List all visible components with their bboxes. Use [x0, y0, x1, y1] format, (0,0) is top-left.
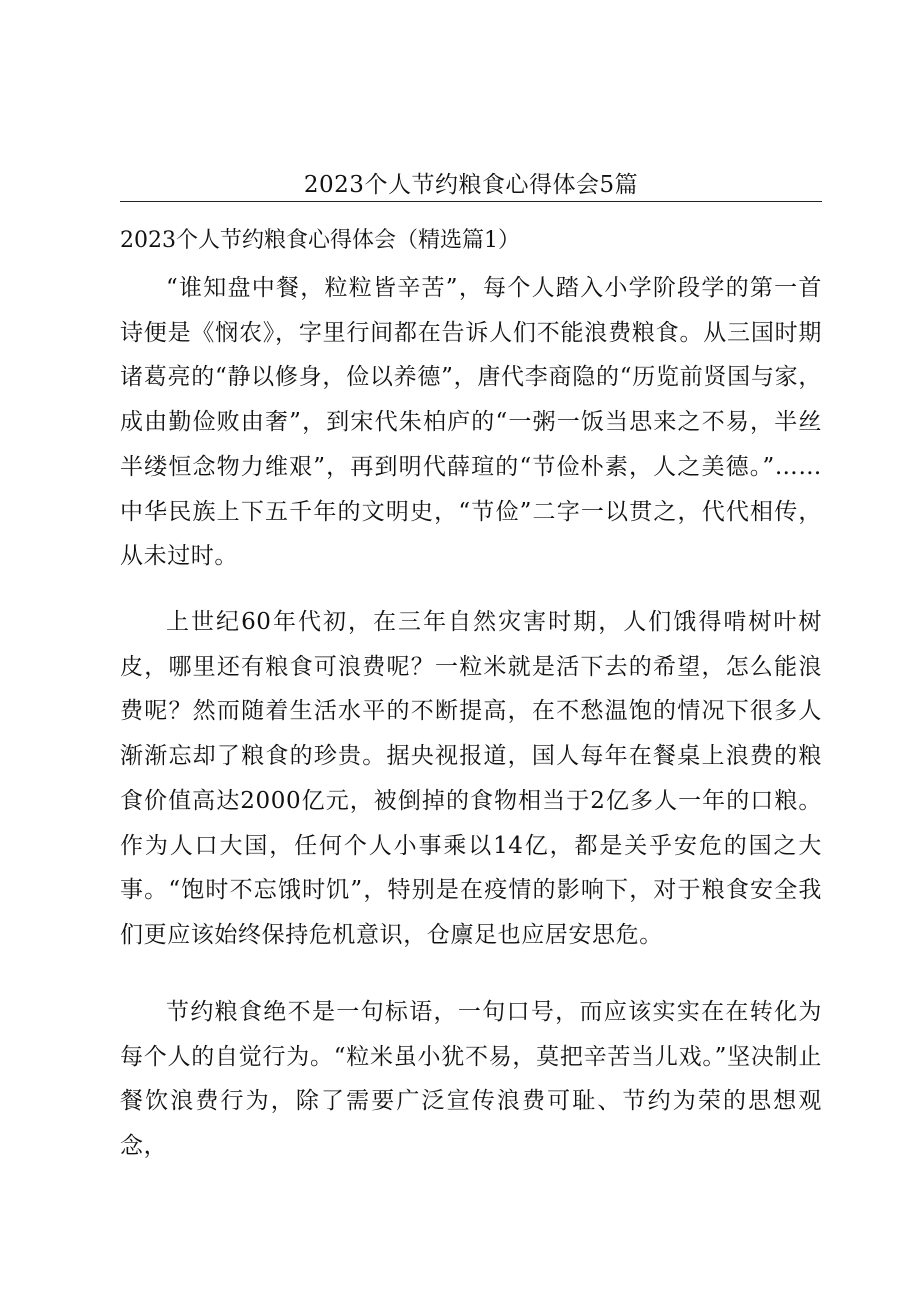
- section-heading: 2023个人节约粮食心得体会（精选篇1）: [120, 228, 520, 253]
- paragraph-1: “谁知盘中餐，粒粒皆辛苦”，每个人踏入小学阶段学的第一首诗便是《悯农》，字里行间都在告诉人们不能浪费粮食。从三国时期诸葛亮的“静以修身，俭以养德”，唐代李商隐的“历览前贤国与家，成由勤俭败由奢”，到宋代朱柏庐的“一粥一饭当思来之不易，半丝半缕恒念物力维艰”，再到明代薛瑄的“节俭朴素，人之美德。”……中华民族上下五千年的文明史，“节俭”二字一以贯之，代代相传，从未过时。: [120, 275, 822, 570]
- document-title: 2023个人节约粮食心得体会5篇: [303, 172, 639, 198]
- title-underline-divider: [120, 201, 822, 202]
- paragraph-2: 上世纪60年代初，在三年自然灾害时期，人们饿得啃树叶树皮，哪里还有粮食可浪费呢？一粒米就是活下去的希望，怎么能浪费呢？然而随着生活水平的不断提高，在不愁温饱的情况下很多人渐渐忘却了粮食的珍贵。据央视报道，国人每年在餐桌上浪费的粮食价值高达2000亿元，被倒掉的食物相当于2亿多人一年的口粮。作为人口大国，任何个人小事乘以14亿，都是关乎安危的国之大事。“饱时不忘饿时饥”，特别是在疫情的影响下，对于粮食安全我们更应该始终保持危机意识，仓廪足也应居安思危。: [120, 609, 822, 948]
- paragraph-3: 节约粮食绝不是一句标语，一句口号，而应该实实在在转化为每个人的自觉行为。“粒米虽小犹不易，莫把辛苦当儿戏。”坚决制止餐饮浪费行为，除了需要广泛宣传浪费可耻、节约为荣的思想观念，: [120, 999, 822, 1160]
